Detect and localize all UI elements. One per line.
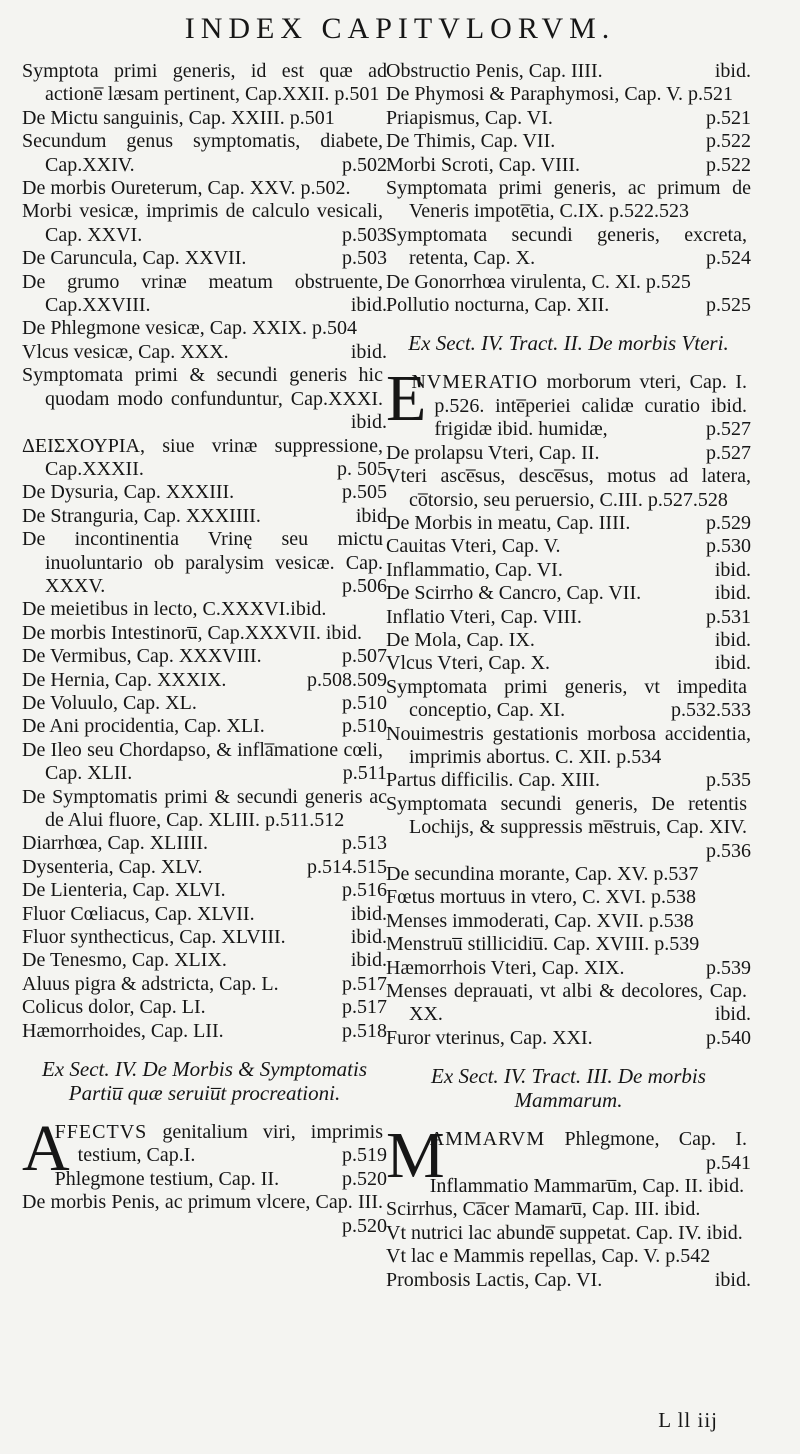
entry-text: Priapismus, Cap. VI. — [386, 106, 553, 129]
index-entry — [386, 582, 751, 605]
left-column — [22, 60, 387, 1238]
page-ref: ibid. — [709, 60, 751, 83]
entry-text: Hæmorrhois Vteri, Cap. XIX. — [386, 956, 625, 979]
entry-text: Prombosis Lactis, Cap. VI. — [386, 1268, 603, 1291]
drop-cap: E — [386, 362, 427, 436]
index-entry — [22, 973, 387, 996]
entry-text: De Tenesmo, Cap. XLIX. — [22, 949, 227, 972]
page-ref: p.507 — [336, 645, 387, 668]
entry-text: De Dysuria, Cap. XXXIII. — [22, 481, 235, 504]
entry-text: Partus difficilis. Cap. XIII. — [386, 769, 601, 792]
right-entry-list — [386, 60, 751, 317]
page-ref: ibid. — [709, 629, 751, 652]
entry-text: Colicus dolor, Cap. LI. — [22, 996, 206, 1019]
entry-text: Vlcus Vteri, Cap. X. — [386, 652, 551, 675]
entry-text: De Phlegmone vesicæ, Cap. XXIX. p.504 — [22, 317, 357, 340]
entry-text: Inflammatio Mammaru̅m, Cap. II. ibid. — [429, 1175, 745, 1198]
index-entry — [22, 505, 387, 528]
right-column — [386, 60, 751, 1292]
entry-text: Furor vterinus, Cap. XXI. — [386, 1026, 593, 1049]
index-entry — [22, 1168, 387, 1191]
intro-lead: NVMERATIO — [411, 371, 539, 394]
index-entry — [22, 177, 387, 200]
entry-text: ΔΕΙΣΧΟΥΡΙΑ, siue vrinæ suppressione, Cap.XXXII. — [22, 434, 383, 480]
page-ref: p.535 — [700, 769, 751, 792]
drop-cap: M — [386, 1119, 445, 1193]
page-ref: p.503 — [336, 247, 387, 270]
index-entry — [22, 879, 387, 902]
page-ref: p.525 — [700, 294, 751, 317]
index-entry — [22, 903, 387, 926]
index-entry — [386, 294, 751, 317]
page-ref: p.527 — [700, 418, 751, 441]
entry-text: De Phymosi & Paraphymosi, Cap. V. p.521 — [386, 83, 734, 106]
index-entry — [386, 224, 751, 271]
page-ref: ibid. — [709, 1003, 751, 1026]
left-entry-list-2 — [22, 1168, 387, 1238]
entry-text: Pollutio nocturna, Cap. XII. — [386, 294, 610, 317]
index-entry — [386, 793, 751, 863]
page-ref: p.518 — [336, 1020, 387, 1043]
index-entry — [22, 528, 387, 598]
page-ref: p.522 — [700, 130, 751, 153]
entry-text: Nouimestris gestationis morbosa accidentia, imprimis abortus. C. XII. p.534 — [386, 722, 751, 768]
index-entry — [22, 715, 387, 738]
index-entry — [386, 154, 751, 177]
entry-text: Symptomata secundi generis, De retentis Lochijs, & suppressis me̅struis, Cap. XIV. — [386, 792, 747, 839]
entry-text: De secundina morante, Cap. XV. p.537 — [386, 863, 699, 885]
page-ref: p.502 — [336, 154, 387, 177]
entry-text: De Gonorrhœa virulenta, C. XI. p.525 — [386, 270, 691, 293]
index-entry — [386, 910, 751, 933]
entry-text: Cauitas Vteri, Cap. V. — [386, 535, 561, 558]
page-ref: p.506 — [336, 575, 387, 598]
entry-text: Morbi Scroti, Cap. VIII. — [386, 153, 581, 176]
entry-text: Vt nutrici lac abunde̅ suppetat. Cap. IV. ibid. — [386, 1221, 743, 1244]
page-ref: ibid. — [345, 949, 387, 972]
page-ref: p.540 — [700, 1027, 751, 1050]
page-ref: p.532.533 — [665, 699, 751, 722]
entry-text: Fluor Cœliacus, Cap. XLVII. — [22, 902, 255, 925]
index-entry — [22, 200, 387, 247]
entry-text: Menses immoderati, Cap. XVII. p.538 — [386, 909, 694, 932]
page-ref: ibid. — [709, 559, 751, 582]
index-entry — [386, 1222, 751, 1245]
index-entry — [22, 856, 387, 879]
entry-text: Aluus pigra & adstricta, Cap. L. — [22, 972, 279, 995]
right-entry-list-2 — [386, 442, 751, 1051]
index-entry — [386, 1027, 751, 1050]
entry-text: De meietibus in lecto, C.XXXVI.ibid. — [22, 598, 327, 621]
page-ref: p.508.509 — [301, 669, 387, 692]
entry-text: De Stranguria, Cap. XXXIIII. — [22, 504, 261, 527]
entry-text: Scirrhus, Ca̅cer Mamaru̅, Cap. III. ibid. — [386, 1198, 701, 1221]
index-entry — [22, 832, 387, 855]
index-entry — [386, 1269, 751, 1292]
entry-text: Menstruu̅ stillicidiu̅. Cap. XVIII. p.539 — [386, 933, 700, 956]
left-entry-list — [22, 60, 387, 1043]
left-section-heading: Ex Sect. IV. De Morbis & Symptomatis Partiu̅ quæ seruiu̅t procreationi. — [41, 1057, 368, 1106]
index-entry — [386, 559, 751, 582]
entry-text: De Lienteria, Cap. XLVI. — [22, 879, 226, 902]
entry-text: De Caruncula, Cap. XXVII. — [22, 247, 247, 270]
index-entry — [386, 629, 751, 652]
entry-text: De Hernia, Cap. XXXIX. — [22, 668, 227, 691]
entry-text: Diarrhœa, Cap. XLIIII. — [22, 832, 209, 855]
page-ref: p.530 — [700, 535, 751, 558]
entry-text: Symptomata primi & secundi generis hic quodam modo confunduntur, Cap.XXXI. — [22, 364, 383, 410]
entry-text: Symptota primi generis, id est quæ ad actione̅ læsam pertinent, Cap.XXII. p.501 — [22, 60, 387, 106]
index-entry — [22, 60, 387, 107]
entry-text: De Mictu sanguinis, Cap. XXIII. p.501 — [22, 106, 335, 129]
drop-cap: A — [22, 1112, 70, 1186]
page-ref: ibid — [350, 505, 387, 528]
index-entry — [22, 1020, 387, 1043]
index-entry — [386, 83, 751, 106]
page-ref: p. 505 — [331, 458, 387, 481]
entry-text: De Vermibus, Cap. XXXVIII. — [22, 645, 262, 668]
entry-text: De Thimis, Cap. VII. — [386, 130, 556, 153]
entry-text: Dysenteria, Cap. XLV. — [22, 855, 203, 878]
entry-text: Vlcus vesicæ, Cap. XXX. — [22, 340, 229, 363]
entry-text: Vteri asce̅sus, desce̅sus, motus ad latera, co̅torsio, seu peruersio, C.III. p.527.528 — [386, 465, 751, 511]
entry-text: De morbis Intestinoru̅, Cap.XXXVII. ibid. — [22, 621, 362, 644]
entry-text: Symptomata primi generis, vt impedita conceptio, Cap. XI. — [386, 675, 747, 722]
page-ref: p.517 — [336, 996, 387, 1019]
entry-text: De Ileo seu Chordapso, & infla̅matione cœli, Cap. XLII. — [22, 738, 383, 785]
intro-lead: FFECTVS — [54, 1121, 148, 1144]
signature-mark: L ll iij — [658, 1408, 718, 1432]
page-ref: p.536 — [700, 840, 751, 863]
intro-text: morborum vteri, Cap. I. p.526. inte̅periei calidæ curatio ibid. frigidæ ibid. humidæ, — [434, 371, 747, 441]
entry-text: Menses deprauati, vt albi & decolores, Cap. XX. — [386, 980, 747, 1026]
index-entry — [386, 535, 751, 558]
index-entry — [386, 1198, 751, 1221]
page-ref: p.503 — [336, 224, 387, 247]
page-ref: ibid. — [345, 926, 387, 949]
page-ref: p.529 — [700, 512, 751, 535]
right-entry-list-3 — [386, 1175, 751, 1292]
entry-text: Inflammatio, Cap. VI. — [386, 558, 563, 581]
index-entry — [22, 645, 387, 668]
page-ref: p.521 — [700, 107, 751, 130]
entry-text: Vt lac e Mammis repellas, Cap. V. p.542 — [386, 1245, 711, 1268]
index-entry — [386, 980, 751, 1027]
entry-text: De Ani procidentia, Cap. XLI. — [22, 715, 265, 738]
intro-text: genitalium viri, imprimis testium, Cap.I. — [77, 1121, 383, 1167]
page-ref: p.522 — [700, 154, 751, 177]
index-entry — [386, 723, 751, 770]
entry-text: Secundum genus symptomatis, diabete, Cap.XXIV. — [22, 130, 383, 176]
index-entry — [386, 60, 751, 83]
page-ref: ibid. — [345, 294, 387, 317]
index-entry — [386, 886, 751, 909]
page-ref: p.520 — [336, 1168, 387, 1191]
page-ref: p.541 — [700, 1152, 751, 1175]
index-entry — [22, 622, 387, 645]
entry-text: Symptomata secundi generis, excreta, retenta, Cap. X. — [386, 223, 747, 270]
index-entry — [22, 692, 387, 715]
page-ref: p.516 — [336, 879, 387, 902]
intro-lead: AMMARVM — [429, 1128, 546, 1151]
index-entry — [22, 598, 387, 621]
page-ref: p.517 — [336, 973, 387, 996]
entry-text: De morbis Penis, ac primum vlcere, Cap. III. — [22, 1191, 383, 1214]
index-entry — [386, 442, 751, 465]
index-entry — [22, 435, 387, 482]
entry-text: Obstructio Penis, Cap. IIII. — [386, 60, 603, 82]
index-entry — [22, 317, 387, 340]
index-entry — [386, 512, 751, 535]
index-entry — [22, 739, 387, 786]
entry-text: De prolapsu Vteri, Cap. II. — [386, 441, 600, 464]
page-ref: ibid. — [709, 1269, 751, 1292]
entry-text: De morbis Oureterum, Cap. XXV. p.502. — [22, 177, 351, 200]
entry-text: Phlegmone testium, Cap. II. — [54, 1167, 280, 1190]
index-entry — [386, 652, 751, 675]
entry-text: Fœtus mortuus in vtero, C. XVI. p.538 — [386, 886, 696, 909]
index-entry — [386, 676, 751, 723]
index-entry — [22, 926, 387, 949]
intro-text: Phlegmone, Cap. I. — [545, 1128, 747, 1151]
index-entry — [22, 1191, 387, 1238]
entry-text: De grumo vrinæ meatum obstruente, Cap.XXVIII. — [22, 270, 383, 317]
page-ref: ibid. — [345, 341, 387, 364]
entry-text: Inflatio Vteri, Cap. VIII. — [386, 605, 582, 628]
index-entry — [22, 247, 387, 270]
page-ref: ibid. — [709, 652, 751, 675]
index-entry — [22, 786, 387, 833]
page-ref: p.511 — [337, 762, 387, 785]
index-entry — [22, 341, 387, 364]
entry-text: Morbi vesicæ, imprimis de calculo vesicali, Cap. XXVI. — [22, 200, 383, 246]
index-entry — [386, 130, 751, 153]
index-entry — [386, 1245, 751, 1268]
page-ref: p.510 — [336, 715, 387, 738]
page-ref: p.510 — [336, 692, 387, 715]
entry-text: De incontinentia Vrinę seu mictu inuoluntario ob paralysim vesicæ. Cap. XXXV. — [22, 528, 383, 597]
index-entry — [386, 1175, 751, 1198]
index-entry — [386, 271, 751, 294]
index-entry — [22, 107, 387, 130]
index-entry — [386, 769, 751, 792]
page-ref: ibid. — [345, 903, 387, 926]
entry-text: De Scirrho & Cancro, Cap. VII. — [386, 582, 642, 605]
right-section-intro-1 — [386, 362, 751, 441]
page-ref: ibid. — [345, 411, 387, 434]
page-ref: p.531 — [700, 606, 751, 629]
index-entry — [22, 481, 387, 504]
entry-text: De Voluulo, Cap. XL. — [22, 691, 197, 714]
index-entry — [22, 130, 387, 177]
index-entry — [386, 863, 751, 886]
index-entry — [22, 364, 387, 434]
page-ref: p.514.515 — [301, 856, 387, 879]
index-entry — [22, 996, 387, 1019]
entry-text: De Morbis in meatu, Cap. IIII. — [386, 511, 631, 534]
index-entry — [386, 606, 751, 629]
index-entry — [386, 177, 751, 224]
page-ref: p.519 — [336, 1144, 387, 1167]
index-entry — [22, 669, 387, 692]
index-entry — [386, 933, 751, 956]
page-ref: p.505 — [336, 481, 387, 504]
right-section-heading-1: Ex Sect. IV. Tract. II. De morbis Vteri. — [408, 331, 729, 356]
entry-text: De Symptomatis primi & secundi generis ac de Alui fluore, Cap. XLIII. p.511.512 — [22, 785, 387, 831]
index-entry — [386, 465, 751, 512]
index-entry — [386, 957, 751, 980]
page-ref: ibid. — [709, 582, 751, 605]
page-ref: p.513 — [336, 832, 387, 855]
page-ref: p.527 — [700, 442, 751, 465]
right-section-heading-2: Ex Sect. IV. Tract. III. De morbis Mammarum. — [431, 1064, 706, 1113]
index-entry — [22, 949, 387, 972]
index-entry — [22, 271, 387, 318]
running-head: INDEX CAPITVLORVM. — [184, 12, 616, 45]
page-ref: p.520 — [336, 1215, 387, 1238]
entry-text: Fluor synthecticus, Cap. XLVIII. — [22, 926, 286, 949]
entry-text: Symptomata primi generis, ac primum de Veneris impote̅tia, C.IX. p.522.523 — [386, 177, 751, 223]
entry-text: De Mola, Cap. IX. — [386, 628, 535, 651]
page-ref: p.539 — [700, 957, 751, 980]
index-entry — [386, 107, 751, 130]
page-ref: p.524 — [700, 247, 751, 270]
entry-text: Hæmorrhoides, Cap. LII. — [22, 1019, 224, 1042]
